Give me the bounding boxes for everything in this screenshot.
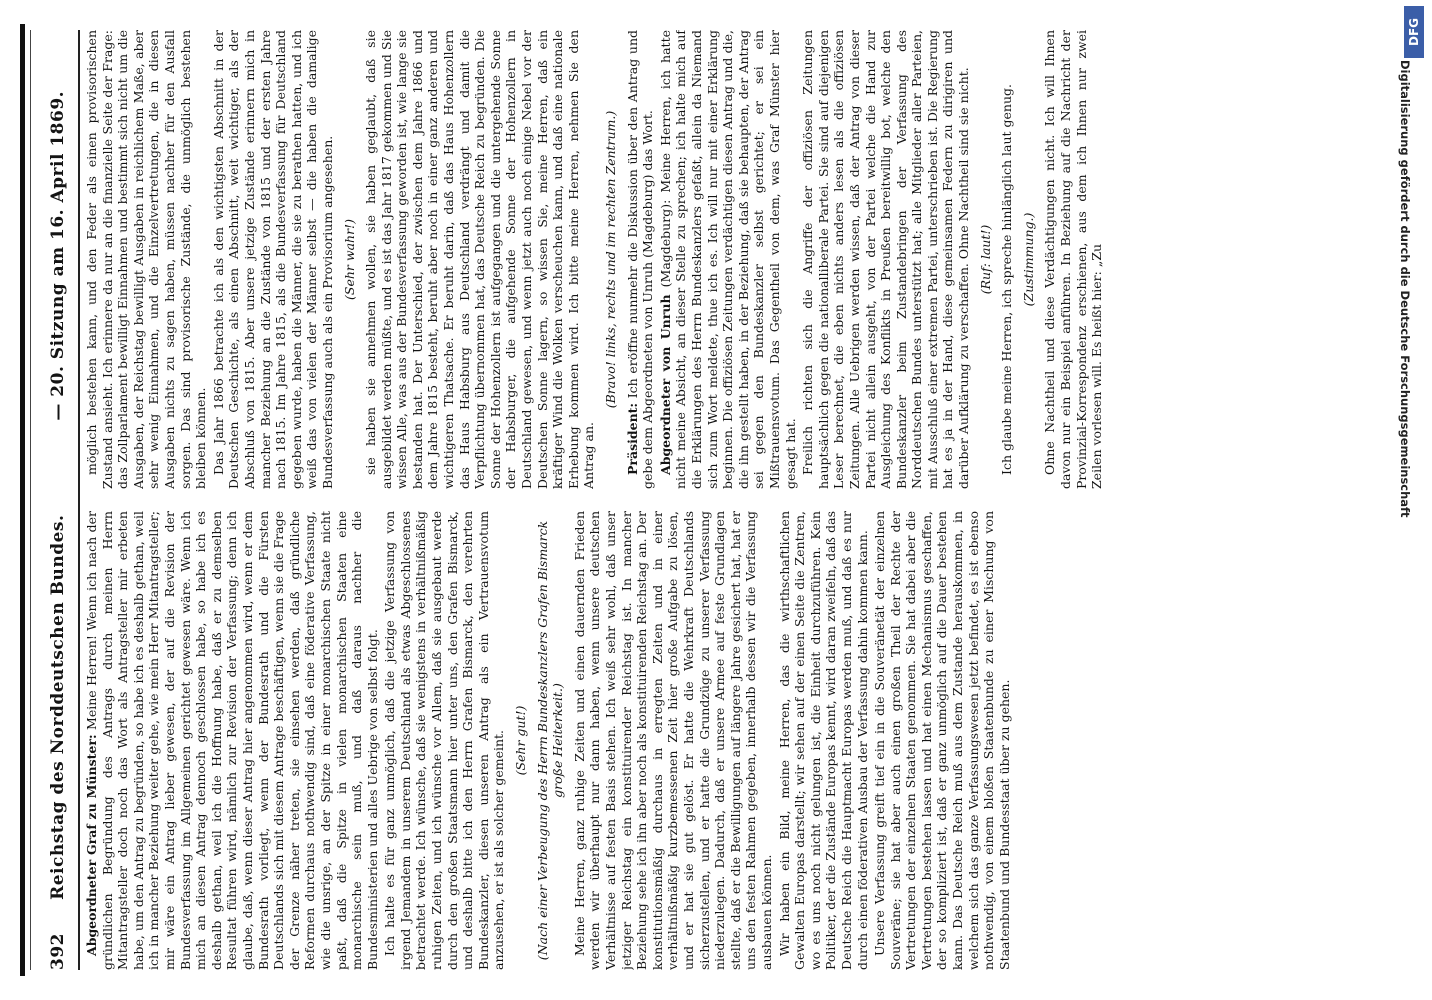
paragraph bbox=[382, 511, 507, 970]
text-columns bbox=[84, 30, 1374, 970]
paragraph bbox=[572, 511, 775, 970]
column-1 bbox=[84, 511, 1374, 970]
running-head bbox=[40, 30, 76, 970]
interjection: (Bravo! links, rechts und im rechten Zentrum.) bbox=[603, 110, 618, 409]
interjection: (Ruf: laut!) bbox=[977, 224, 993, 295]
paragraph bbox=[84, 30, 209, 489]
paragraph bbox=[84, 511, 380, 970]
running-title-left: Reichstag des Norddeutschen Bundes. bbox=[48, 514, 68, 900]
paragraph bbox=[363, 30, 597, 489]
paragraph-text: Meine Herren, ganz ruhige Zeiten und einen dauernden Frieden werden wir überhaupt nur dann haben, wenn unsere deutschen Verhältnisse auf festen Basis stehen. Ich weiß sehr wohl, daß unser jetziger Reichstag ein konstituirender Reichstag ist. In mancher Beziehung sehe ich ihn aber noch als konstituirenden Reichstag an. Der konstitutionsmäßig durchaus in erregten Zeiten und in einer verhältnißmäßig kurzbemessenen Zeit hier große Aufgabe zu lösen, und er hat sie gut gelöst. Er hatte die Wehrkraft Deutschlands sicherzustellen, und er hatte die Grundzüge zu unserer Verfassung niederzulegen. Dadurch, daß er unsere Armee auf feste Grundlagen stellte, daß er die Bewilligungen auf längere Jahre gesichert hat, hat er uns den festen Rahmen gegeben, innerhalb dessen wir die Verfassung ausbauen können. bbox=[571, 511, 774, 970]
paragraph-text: (Magdeburg): Meine Herren, ich hatte nicht meine Absicht, an dieser Stelle zu sprechen; ich halte mich auf die Erklärungen des Herrn Bundeskanzlers gefaßt, allein da Niemand sich zum Wort meldete, thue ich es. Ich will nur mit einer Erklärung beginnen. Die offiziösen Zeitungen verdächtigen diesen Antrag und die, die ihn gestellt haben, in der Beziehung, daß sie behaupten, der Antrag sei gegen den Bundeskanzler selbst gerichtet; er sei ein Mißtrauensvotum. Das Gegentheil von dem, was Graf Münster hier gesagt hat. bbox=[657, 30, 798, 489]
running-title-right: — 20. Sitzung am 16. April 1869. bbox=[48, 90, 68, 421]
paragraph bbox=[777, 511, 871, 970]
paragraph-text: Meine Herren! Wenn ich nach der gründlichen Begründung des Antrags durch meinen Herrn Mitantragsteller doch noch das Wort als Antragsteller mir erbeten habe, um den Antrag zu begründen, so habe ich es deshalb gethan, weil ich in mancher Beziehung weiter gehe, wie mein Herr Mitantragsteller; mir wäre ein Antrag lieber gewesen, der auf die Revision der Bundesverfassung im Allgemeinen gerichtet gewesen wäre. Wenn ich mich an diesen Antrag dennoch geschlossen habe, so habe ich es deshalb gethan, weil ich die Hoffnung habe, daß er zu demselben Resultat führen wird, nämlich zur Revision der Verfassung; denn ich glaube, daß, wenn dieser Antrag hier angenommen wird, wenn er dem Bundesrath vorliegt, wenn der Bundesrath und die Fürsten Deutschlands sich mit diesem Antrage beschäftigen, wenn sie die Frage der Grenze näher treten, sie einsehen werden, daß gründliche Reformen durchaus nothwendig sind, daß eine föderative Verfassung, wie die unsrige, an der Spitze in einer monarchischen Staate nicht paßt, daß die Spitze in vielen monarchischen Staaten eine monarchische sein muß, und daß daraus nachher die Bundesministerien und alles Uebrige von selbst folgt. bbox=[84, 511, 380, 970]
speaker-name: Abgeordneter Graf zu Münster: bbox=[84, 734, 99, 956]
column-2 bbox=[84, 30, 1374, 489]
paragraph bbox=[999, 30, 1015, 489]
paragraph bbox=[625, 30, 656, 489]
paragraph-text: möglich bestehen kann, und den Feder als einen provisorischen Zustand ansieht. Ich erinnere da nur an die finanzielle Seite der Frage: das Zollparlament bewilligt Einnahmen und bestimmt sich nicht um die Ausgaben, der Reichstag bewilligt Ausgaben in reichlichem Maße, aber sehr wenig Einnahmen, und die Einzelvertretungen, die in diesen Ausgaben nichts zu sagen haben, müssen nachher für den Ausfall sorgen. Das sind provisorische Zustände, die unmöglich bestehen bleiben können. bbox=[84, 30, 209, 489]
paragraph bbox=[658, 30, 798, 489]
paragraph bbox=[800, 30, 972, 489]
paragraph-text: sie haben sie annehmen wollen, sie haben geglaubt, daß sie ausgebildet werden müßte, und es ist das Jahr 1817 gekommen und Sie wissen Alle, was aus der Bundesverfassung geworden ist, wie lange sie bestanden hat. Der Unterschied, der zwischen dem Jahre 1866 und dem Jahre 1815 besteht, beruht aber noch in einer ganz anderen und wichtigeren Thatsache. Er beruht darin, daß das Haus Hohenzollern das Haus Habsburg aus Deutschland verdrängt und damit die Verpflichtung übernommen hat, das Deutsche Reich zu begründen. Die Sonne der Hohenzollern ist aufgegangen und die untergehende Sonne der Habsburger, die aufgehende Sonne der Hohenzollern in Deutschland gewesen, und wenn jetzt auch noch einige Nebel vor der Deutschen Sonne lagern, so wissen Sie, meine Herren, daß ein kräftiger Wind die Wolken verscheuchen kann, und daß eine nationale Erhebung kommen wird. Ich bitte meine Herren, nehmen Sie den Antrag an. bbox=[363, 30, 597, 489]
speaker-name: Abgeordneter von Unruh bbox=[657, 294, 673, 475]
speaker-name: Präsident: bbox=[624, 402, 640, 475]
interjection: (Sehr wahr!) bbox=[341, 219, 357, 300]
binding-edge bbox=[20, 24, 25, 976]
paragraph-text: Ohne Nachtheil und diese Verdächtigungen nicht. Ich will Ihnen davon nur ein Beispiel anführen. In Beziehung auf die Nachricht der Provinzial-Korrespondenz erschienen, aus dem ich Ihnen nur zwei Zeilen vorlesen will. Es heißt hier: „Zu bbox=[1042, 30, 1105, 489]
interjection: (Nach einer Verbeugung des Herrn Bundeskanzlers Grafen Bismarck große Heiterkeit.) bbox=[534, 520, 566, 961]
interjection: (Sehr gut!) bbox=[513, 705, 529, 776]
paragraph-text: Ich glaube meine Herren, ich spreche hinlänglich laut genug. bbox=[999, 84, 1015, 475]
paragraph bbox=[872, 511, 1012, 970]
paragraph-text: Wir haben ein Bild, meine Herren, das die wirthschaftlichen Gewalten Europas darstellt; wir sehen auf der einen Seite die Zentren, wo es uns noch nicht gelungen ist, die Einheit durchzuführen. Kein Politiker, der die Zustände Europas kennt, wird daran zweifeln, daß das Deutsche Reich die Hauptmacht Europas werden muß, und daß es nur durch einen föderativen Ausbau der Verfassung dahin kommen kann. bbox=[776, 511, 870, 970]
paragraph bbox=[1042, 30, 1104, 489]
dfg-credit bbox=[1395, 60, 1429, 960]
rotated-page-content bbox=[40, 30, 1380, 970]
paragraph bbox=[211, 30, 336, 489]
page-number: 392 bbox=[48, 933, 68, 970]
binding-edge-line bbox=[30, 30, 31, 970]
paragraph-text: Ich halte es für ganz unmöglich, daß die jetzige Verfassung von irgend Jemandem in unserem Deutschland als etwas Abgeschlossenes betrachtet werde. Ich wünsche, daß sie wenigstens in verhältnißmäßig ruhigen Zeiten, und ich wünsche vor Allem, daß sie ausgebaut werde durch den großen Staatsmann hier unter uns, den Grafen Bismarck, und deshalb bitte ich den Herrn Grafen Bismarck, den verehrten Bundeskanzler, diesen unseren Antrag als ein Vertrauensvotum anzusehen, er ist als solcher gemeint. bbox=[382, 511, 507, 970]
dfg-logo bbox=[1404, 6, 1424, 58]
interjection: (Zustimmung.) bbox=[1020, 212, 1036, 307]
paragraph-text: Ich eröffne nunmehr die Diskussion über den Antrag und gebe dem Abgeordneten von Unruh (Magdeburg) das Wort. bbox=[624, 30, 656, 489]
dfg-logo-text: DFG bbox=[1407, 17, 1422, 47]
dfg-credit-text: Digitalisierung gefördert durch die Deutsche Forschungsgemeinschaft bbox=[1398, 60, 1412, 518]
paragraph-text: Das Jahr 1866 betrachte ich als den wichtigsten Abschnitt in der Deutschen Geschichte, als einen Abschnitt, weit wichtiger, als der Abschluß von 1815. Aber unsere jetzige Zustände erinnern mich in mancher Beziehung an die Zustände von 1815 und der ersten Jahre nach 1815. Im Jahre 1815, als die Bundesverfassung für Deutschland gegeben wurde, haben die Männer, die sie zu berathen hatten, und ich weiß das von vielen der Männer selbst — die haben die damalige Bundesverfassung auch als ein Provisorium angesehen. bbox=[210, 30, 335, 489]
paragraph-text: Freilich richten sich die Angriffe der offiziösen Zeitungen hauptsächlich gegen die nationalliberale Partei. Sie sind auf diejenigen Leser berechnet, die eben nichts anders lesen als die offiziösen Zeitungen. Alle Uebrigen werden wissen, daß der Antrag von dieser Partei nicht allein ausgeht, von der Partei welche die Hand zur Ausgleichung des Konflikts in Preußen bereitwillig bot, welche den Bundeskanzler beim Zustandebringen der Verfassung des Norddeutschen Bundes unterstützt hat; alle Mitglieder aller Parteien, mit Ausschluß einer extremen Partei, unterschrieben ist. Die Regierung hat es ja in der Hand, diese gemeinsamen Federn zu dirigiren und darüber Aufklärung zu verschaffen. Ohne Nachtheil sind sie nicht. bbox=[800, 30, 972, 489]
paragraph-text: Unsere Verfassung greift tief ein in die Souveränetät der einzelnen Souveräne; sie hat aber auch einen großen Theil der Rechte der Vertretungen der einzelnen Staaten genommen. Sie hat dabei aber die Vertretungen bestehen lassen und hat einen Mechanismus geschaffen, der so kompliziert ist, daß er ganz unmöglich auf die Dauer bestehen kann. Das Deutsche Reich muß aus dem Zustande herauskommen, in welchem sich das ganze Verfassungswesen jetzt befindet, es ist ebenso nothwendig, von einem bloßen Staatenbunde zu einer Mischung von Staatenbund und Bundesstaat über zu gehen. bbox=[872, 511, 1012, 970]
